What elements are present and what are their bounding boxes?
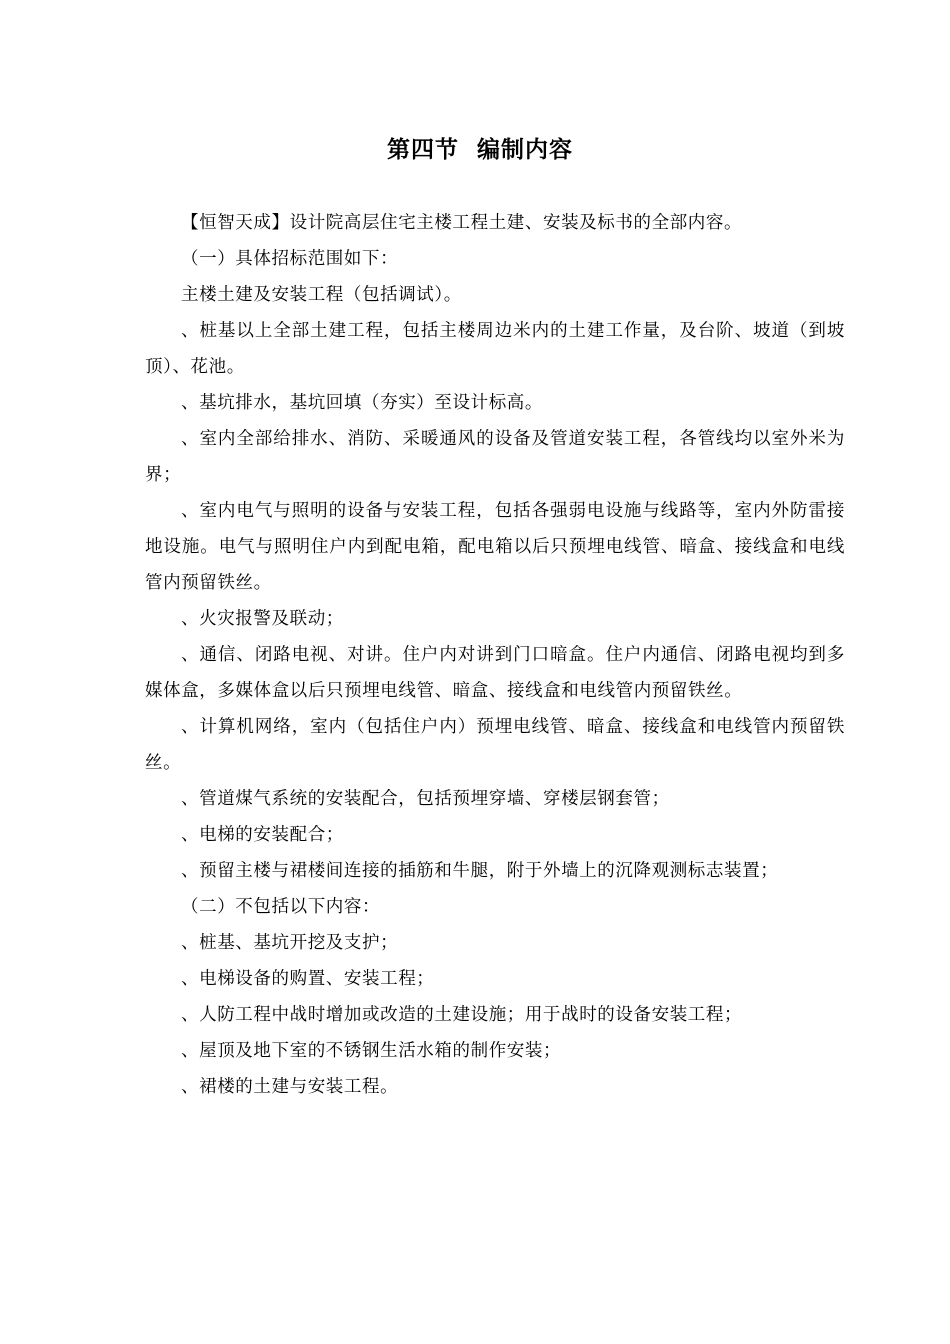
- paragraph-heading-exclusions: （二）不包括以下内容：: [181, 897, 381, 917]
- list-item-gas-system: 、管道煤气系统的安装配合，包括预埋穿墙、穿楼层钢套管；: [181, 789, 670, 809]
- list-item-computer-network: 、计算机网络，室内（包括住户内）预埋电线管、暗盒、接线盒和电线管内预留铁丝。: [145, 717, 845, 773]
- list-item-electrical: 、室内电气与照明的设备与安装工程，包括各强弱电设施与线路等，室内外防雷接地设施。电气与照明住户内到配电箱，配电箱以后只预埋电线管、暗盒、接线盒和电线管内预留铁丝。: [145, 501, 845, 593]
- document-body: [145, 205, 845, 1105]
- paragraph-scope-intro: 【恒智天成】设计院高层住宅主楼工程土建、安装及标书的全部内容。: [181, 213, 743, 233]
- list-item-pit-drainage: 、基坑排水，基坑回填（夯实）至设计标高。: [181, 393, 543, 413]
- paragraph-main-works: 主楼土建及安装工程（包括调试）。: [181, 285, 462, 305]
- list-item-fire-alarm: 、火灾报警及联动；: [181, 609, 344, 629]
- list-item-water-tank: 、屋顶及地下室的不锈钢生活水箱的制作安装；: [181, 1041, 562, 1061]
- list-item-communications: 、通信、闭路电视、对讲。住户内对讲到门口暗盒。住户内通信、闭路电视均到多媒体盒，多媒体盒以后只预埋电线管、暗盒、接线盒和电线管内预留铁丝。: [145, 645, 845, 701]
- list-item-elevator-coordination: 、电梯的安装配合；: [181, 825, 344, 845]
- list-item-pile-excavation: 、桩基、基坑开挖及支护；: [181, 933, 399, 953]
- list-item-civil-defense: 、人防工程中战时增加或改造的土建设施；用于战时的设备安装工程；: [181, 1005, 743, 1025]
- list-item-reserved-connections: 、预留主楼与裙楼间连接的插筋和牛腿，附于外墙上的沉降观测标志装置；: [181, 861, 779, 881]
- section-title: 第四节 编制内容: [386, 137, 573, 163]
- list-item-civil-works: 、桩基以上全部土建工程，包括主楼周边米内的土建工作量，及台阶、坡道（到坡顶）、花池。: [145, 321, 845, 377]
- list-item-elevator-equipment: 、电梯设备的购置、安装工程；: [181, 969, 435, 989]
- list-item-plumbing-hvac: 、室内全部给排水、消防、采暖通风的设备及管道安装工程，各管线均以室外米为界；: [145, 429, 845, 485]
- list-item-podium-works: 、裙楼的土建与安装工程。: [181, 1077, 399, 1097]
- paragraph-heading-scope: （一）具体招标范围如下：: [181, 249, 399, 269]
